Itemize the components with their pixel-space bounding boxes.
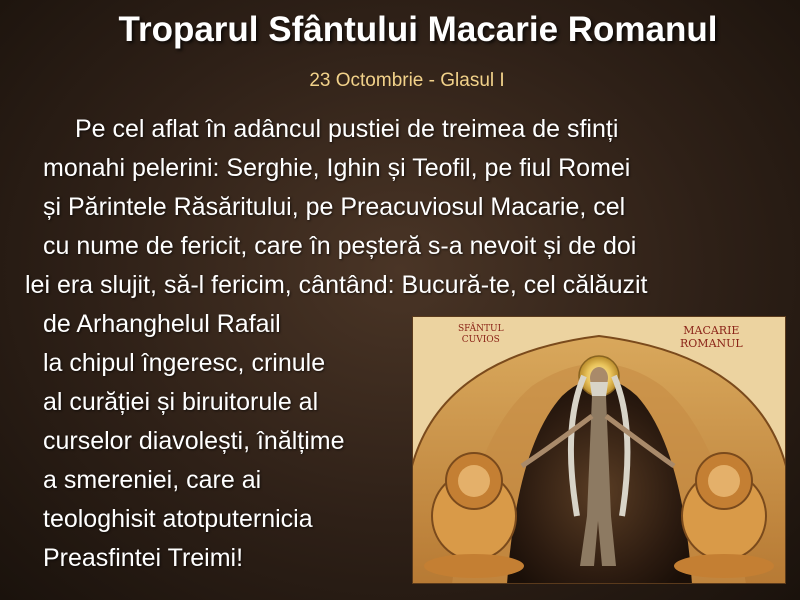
text-line: lei era slujit, să-l fericim, cântând: Bucură-te, cel călăuzit [25, 271, 648, 299]
text-line: monahi pelerini: Serghie, Ighin și Teofil, pe fiul Romei [43, 154, 631, 182]
page-title: Troparul Sfântului Macarie Romanul [118, 10, 718, 49]
text-line: de Arhanghelul Rafail [43, 310, 281, 338]
icon-inscription-left: SFÂNTUL CUVIOS [458, 324, 504, 345]
saint-icon-image [412, 316, 786, 584]
text-line: cu nume de fericit, care în peșteră s-a nevoit și de doi [43, 232, 637, 260]
text-line: a smereniei, care ai [43, 466, 262, 494]
text-line: al curăției și biruitorule al [43, 388, 319, 416]
text-line: și Părintele Răsăritului, pe Preacuviosul Macarie, cel [43, 193, 626, 221]
text-line: curselor diavolești, înălțime [43, 427, 345, 455]
text-line: Preasfintei Treimi! [43, 544, 244, 572]
feast-date-subtitle: 23 Octombrie - Glasul I [309, 70, 505, 91]
icon-inscription-right: MACARIE ROMANUL [680, 324, 743, 350]
text-line: la chipul îngeresc, crinule [43, 349, 326, 377]
text-line: Pe cel aflat în adâncul pustiei de treimea de sfinți [75, 115, 619, 143]
text-line: teologhisit atotputernicia [43, 505, 313, 533]
saint-icon-illustration [412, 316, 786, 584]
